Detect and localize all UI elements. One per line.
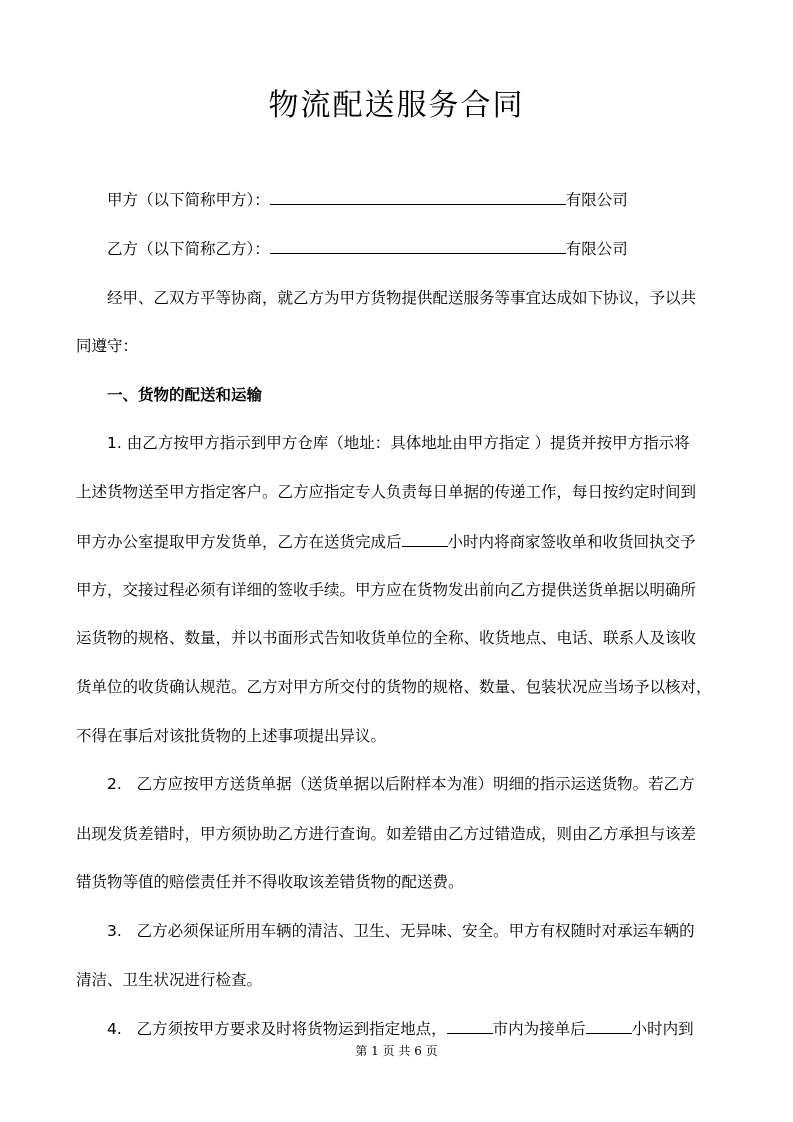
clause-1-line-3	[76, 531, 696, 552]
clause-1-line-6: 货单位的收货确认规范。乙方对甲方所交付的货物的规格、数量、包装状况应当场予以核对，	[76, 678, 712, 696]
party-a-line	[107, 189, 628, 210]
intro-line-2: 同遵守：	[76, 337, 139, 355]
clause-4-part-b: 市内为接单后	[492, 1020, 586, 1038]
clause-1-line-3-part-b: 小时内将商家签收单和收货回执交予	[447, 533, 696, 551]
delivery-hours-blank	[586, 1018, 632, 1034]
clause-2-line-3: 错货物等值的赔偿责任并不得收取该差错货物的配送费。	[76, 873, 464, 891]
party-b-name-blank	[270, 238, 566, 254]
intro-line-1: 经甲、乙双方平等协商，就乙方为甲方货物提供配送服务等事宜达成如下协议，予以共	[107, 289, 697, 307]
clause-1-line-5: 运货物的规格、数量，并以书面形式告知收货单位的全称、收货地点、电话、联系人及该收	[76, 629, 697, 647]
clause-4-line-1	[107, 1018, 694, 1039]
hours-blank	[402, 531, 448, 547]
clause-3-line-2: 清洁、卫生状况进行检查。	[76, 971, 263, 989]
party-b-label: 乙方（以下简称乙方）：	[107, 240, 270, 258]
clause-1-line-4: 甲方，交接过程必须有详细的签收手续。甲方应在货物发出前向乙方提供送货单据以明确所	[76, 581, 697, 599]
city-blank	[447, 1018, 493, 1034]
clause-4-part-c: 小时内到	[631, 1020, 694, 1038]
clause-1-line-3-part-a: 甲方办公室提取甲方发货单，乙方在送货完成后	[76, 533, 402, 551]
party-b-line	[107, 238, 628, 259]
clause-2-line-2: 出现发货差错时，甲方须协助乙方进行查询。如差错由乙方过错造成，则由乙方承担与该差	[76, 825, 697, 843]
clause-2-line-1: 2. 乙方应按甲方送货单据（送货单据以后附样本为准）明细的指示运送货物。若乙方	[107, 775, 695, 793]
document-title: 物流配送服务合同	[268, 88, 525, 123]
section-heading: 一、货物的配送和运输	[107, 386, 263, 404]
page-footer: 第 1 页 共 6 页	[355, 1044, 438, 1058]
clause-1-line-1: 1. 由乙方按甲方指示到甲方仓库（地址：具体地址由甲方指定 ）提货并按甲方指示将	[107, 434, 690, 452]
party-a-label: 甲方（以下简称甲方）：	[107, 191, 270, 209]
clause-1-line-7: 不得在事后对该批货物的上述事项提出异议。	[76, 727, 387, 745]
clause-1-line-2: 上述货物送至甲方指定客户。乙方应指定专人负责每日单据的传递工作，每日按约定时间到	[76, 483, 697, 501]
party-a-suffix: 有限公司	[565, 191, 628, 209]
clause-4-part-a: 4. 乙方须按甲方要求及时将货物运到指定地点，	[107, 1020, 447, 1038]
party-b-suffix: 有限公司	[565, 240, 628, 258]
party-a-name-blank	[270, 189, 566, 205]
clause-3-line-1: 3. 乙方必须保证所用车辆的清洁、卫生、无异味、安全。甲方有权随时对承运车辆的	[107, 922, 695, 940]
